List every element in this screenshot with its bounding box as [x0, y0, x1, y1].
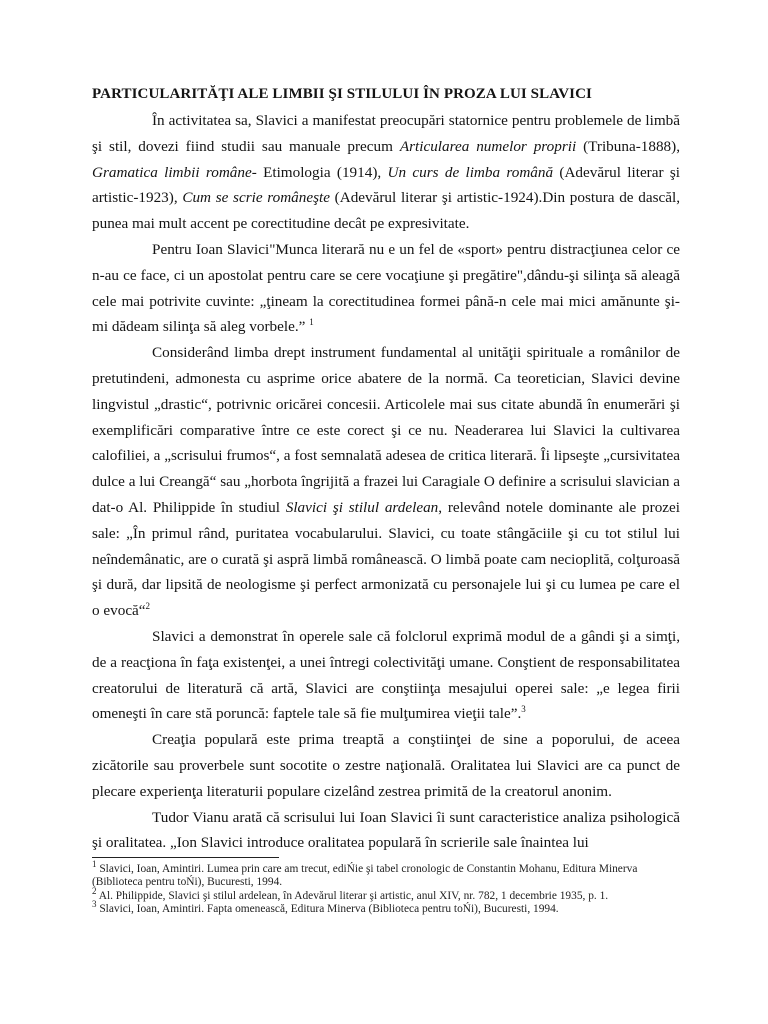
- paragraph-5: [92, 727, 680, 804]
- footnote-divider: [92, 857, 279, 858]
- footnote-3: [92, 899, 680, 916]
- p5-text: Creaţia populară este prima treaptă a conştiinţei de sine a poporului, de aceea zicătorile sau proverbele sunt socotite o zestre naţională. Oralitatea lui Slavici are ca punct de plecare experienţa literaturii populare cizelând zestrea primită de la creatorul anonim.: [92, 731, 680, 800]
- p1-text-b: (Tribuna-1888),: [576, 137, 680, 155]
- paragraph-4: [92, 624, 680, 727]
- p1-text-d: (Adevărul literar şi artistic-1923),: [92, 163, 680, 207]
- footnote-ref-1: 1: [309, 317, 314, 328]
- document-title: PARTICULARITĂŢI ALE LIMBII ŞI STILULUI ÎN PROZA LUI SLAVICI: [92, 86, 592, 102]
- footnote-2: [92, 886, 680, 903]
- p1-text-e: (Adevărul literar şi artistic-1924).Din postura de dascăl, punea mai mult accent pe corectitudine decât pe expresivitate.: [92, 189, 680, 233]
- p1-text-c: - Etimologia (1914),: [251, 163, 388, 181]
- p1-work-title-4: Cum se scrie româneşte: [182, 189, 330, 207]
- footnote-text: Al. Philippide, Slavici şi stilul ardelean, în Adevărul literar şi artistic, anul XIV, nr. 782, 1 decembrie 1935, p. 1.: [96, 889, 609, 902]
- footnote-1: [92, 859, 680, 890]
- p3-text-b: , relevând notele dominante ale prozei sale: „În primul rând, puritatea vocabularului. Slavici, cu toate stângăciile şi cu tot stilul lui neîndemânatic, are o curată şi aspră limbă românească. O limbă poate cam necioplită, colţuroasă şi dură, dar lipsită de neologisme şi perfect armonizată cu personajele lui şi cu lumea pe care el o evocă“: [92, 498, 680, 620]
- footnotes: [92, 859, 680, 917]
- p4-text: Slavici a demonstrat în operele sale că folclorul exprimă modul de a gândi şi a simţi, de a reacţiona în faţa existenţei, a unei întregi colectivităţi umane. Conştient de responsabilitatea creatorului de literatură că artă, Slavici are conştiinţa mesajului operei sale: „e legea firii omeneşti în care stă poruncă: faptele tale să fie mulţumirea vieţii tale”.: [92, 627, 680, 723]
- paragraph-1: [92, 108, 680, 237]
- p2-text: Pentru Ioan Slavici"Munca literară nu e un fel de «sport» pentru distracţiunea celor ce n-au ce face, ci un apostolat pentru care se cere vocaţiune şi pregătire",dându-şi silinţa să aleagă cele mai potrivite cuvinte: „ţineam la corectitudinea formei până-n cele mai mici amănunte şi-mi dădeam silinţa să aleg vorbele.”: [92, 240, 680, 336]
- p3-work-title: Slavici şi stilul ardelean: [285, 498, 439, 516]
- paragraph-3: [92, 340, 680, 624]
- p3-text-a: Considerând limba drept instrument fundamental al unităţii spirituale a românilor de pretutindeni, admonesta cu asprime orice abatere de la normă. Ca teoretician, Slavici devine lingvistul „drastic“, potrivnic oricărei concesii. Articolele mai sus citate abundă în enumerări şi exemplificări comparative între ce este corect şi ce nu. Neaderarea lui Slavici la cultivarea calofiliei, a „scrisului frumos“, a fost semnalată adesea de critica literară. Îi lipseşte „cursivitatea dulce a lui Creangă“ sau „horbota îngrijită a frazei lui Caragiale O definire a scrisului slavician a dat-o Al. Philippide în studiul: [92, 344, 680, 516]
- footnote-ref-2: 2: [145, 601, 151, 612]
- footnote-text: Slavici, Ioan, Amintiri. Fapta omenească, Editura Minerva (Biblioteca pentru toŃi), Bucuresti, 1994.: [96, 903, 559, 916]
- paragraph-2: [92, 237, 680, 340]
- document-body: [92, 108, 680, 856]
- footnote-ref-3: 3: [521, 704, 526, 715]
- p1-work-title-2: Gramatica limbii române: [92, 163, 252, 181]
- paragraph-6: [92, 805, 680, 857]
- p6-text: Tudor Vianu arată că scrisului lui Ioan Slavici îi sunt caracteristice analiza psihologică şi oralitatea. „Ion Slavici introduce oralitatea populară în scrierile sale înaintea lui: [92, 808, 680, 852]
- p1-work-title-3: Un curs de limba română: [387, 163, 554, 181]
- footnote-number: 3: [92, 899, 97, 910]
- footnote-number: 2: [92, 886, 97, 897]
- footnote-number: 1: [92, 859, 97, 870]
- footnote-text: Slavici, Ioan, Amintiri. Lumea prin care am trecut, ediŃie şi tabel cronologic de Constantin Mohanu, Editura Minerva (Biblioteca pentru toŃi), Bucuresti, 1994.: [92, 863, 638, 889]
- p1-text-a: În activitatea sa, Slavici a manifestat preocupări statornice pentru problemele de limbă şi stil, dovezi fiind studii sau manuale precum: [92, 112, 680, 155]
- p1-work-title-1: Articularea numelor proprii: [399, 137, 577, 155]
